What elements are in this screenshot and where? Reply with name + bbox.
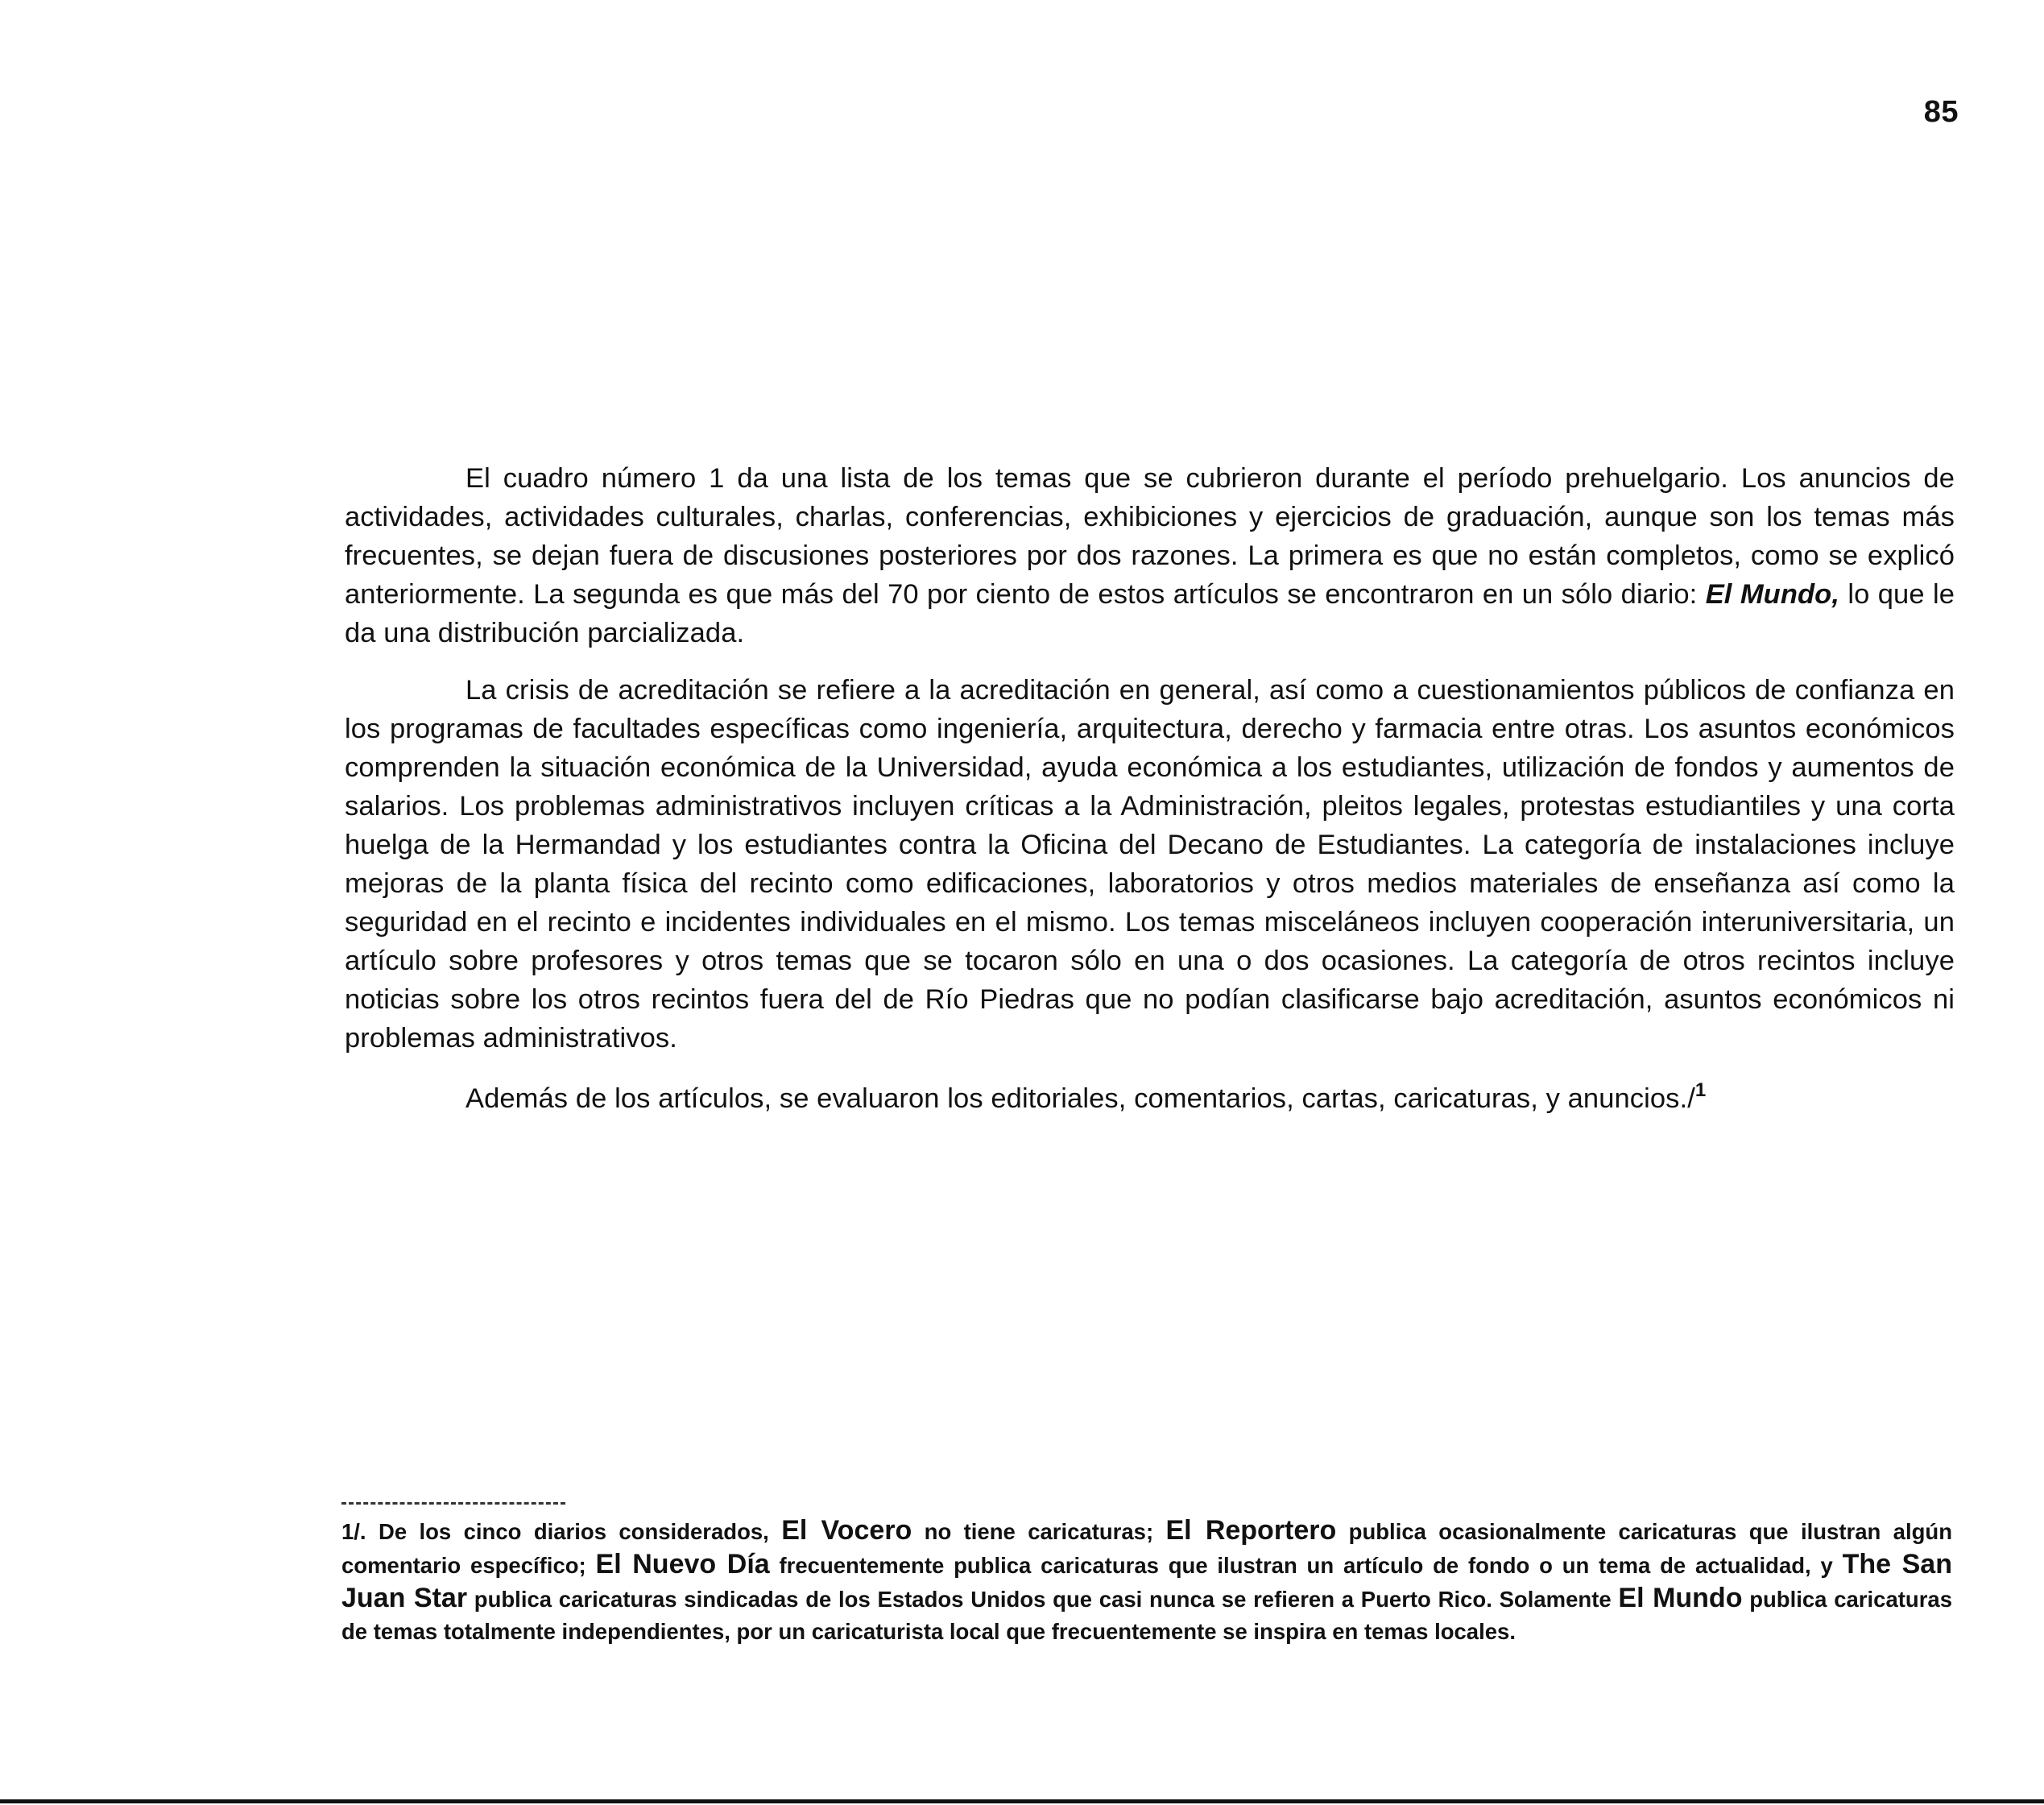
page-number: 85 <box>1923 95 1959 129</box>
newspaper-el-mundo: El Mundo <box>1618 1583 1743 1613</box>
footnote-text: no tiene caricaturas; <box>912 1519 1166 1544</box>
footnote-reference[interactable]: 1 <box>1694 1079 1707 1101</box>
newspaper-el-reportero: El Reportero <box>1165 1515 1337 1546</box>
footnote-text: publica ocasionalmente caricaturas que ilustran algún comentario específico; <box>341 1519 1952 1578</box>
footnote-text: publica caricaturas sindicadas de los Estados Unidos que casi nunca se refieren a Puerto Rico. Solamente <box>467 1587 1619 1612</box>
paragraph-3-text: Además de los artículos, se evaluaron los editoriales, comentarios, cartas, caricaturas, y anuncios./ <box>465 1083 1695 1114</box>
newspaper-san-juan-star: The San Juan Star <box>341 1549 1952 1613</box>
footnote-label: 1/. <box>341 1519 366 1544</box>
paragraph-1 <box>345 459 1955 652</box>
footnote-text: publica caricaturas de temas totalmente independientes, por un caricaturista local que frecuentemente se inspira en temas locales. <box>341 1587 1952 1644</box>
page-bottom-border <box>0 1799 2044 1803</box>
paragraph-2-text: La crisis de acreditación se refiere a la acreditación en general, así como a cuestionamientos públicos de confianza en los programas de facultades específicas como ingeniería, arquitectura, derecho y farmacia entre otras. Los asuntos económicos comprenden la situación económica de la Universidad, ayuda económica a los estudiantes, utilización de fondos y aumentos de salarios. Los problemas administrativos incluyen críticas a la Administración, pleitos legales, protestas estudiantiles y una corta huelga de la Hermandad y los estudiantes contra la Oficina del Decano de Estudiantes. La categoría de instalaciones incluye mejoras de la planta física del recinto como edificaciones, laboratorios y otros medios materiales de enseñanza así como la seguridad en el recinto e incidentes individuales en el mismo. Los temas misceláneos incluyen cooperación interuniversitaria, un artículo sobre profesores y otros temas que se tocaron sólo en una o dos ocasiones. La categoría de otros recintos incluye noticias sobre los otros recintos fuera del de Río Piedras que no podían clasificarse bajo acreditación, asuntos económicos ni problemas administrativos. <box>345 675 1955 1054</box>
paragraph-3 <box>345 1079 1955 1118</box>
footnote-text: frecuentemente publica caricaturas que ilustran un artículo de fondo o un tema de actualidad, y <box>769 1553 1843 1578</box>
footnote-divider <box>341 1502 565 1505</box>
newspaper-title-el-mundo: El Mundo, <box>1705 579 1840 610</box>
newspaper-el-nuevo-dia: El Nuevo Día <box>595 1549 770 1579</box>
newspaper-el-vocero: El Vocero <box>781 1515 912 1546</box>
paragraph-1-text: El cuadro número 1 da una lista de los temas que se cubrieron durante el período prehuelgario. Los anuncios de actividades, actividades culturales, charlas, conferencias, exhibiciones y ejercicios de graduación, aunque son los temas más frecuentes, se dejan fuera de discusiones posteriores por dos razones. La primera es que no están completos, como se explicó anteriormente. La segunda es que más del 70 por ciento de estos artículos se encontraron en un sólo diario: <box>345 463 1955 610</box>
paragraph-1-text-end: lo que le da una distribución parcializada. <box>345 579 1955 648</box>
footnote-1 <box>341 1514 1952 1648</box>
paragraph-2 <box>345 671 1955 1058</box>
footnote-text: De los cinco diarios considerados, <box>366 1519 782 1544</box>
